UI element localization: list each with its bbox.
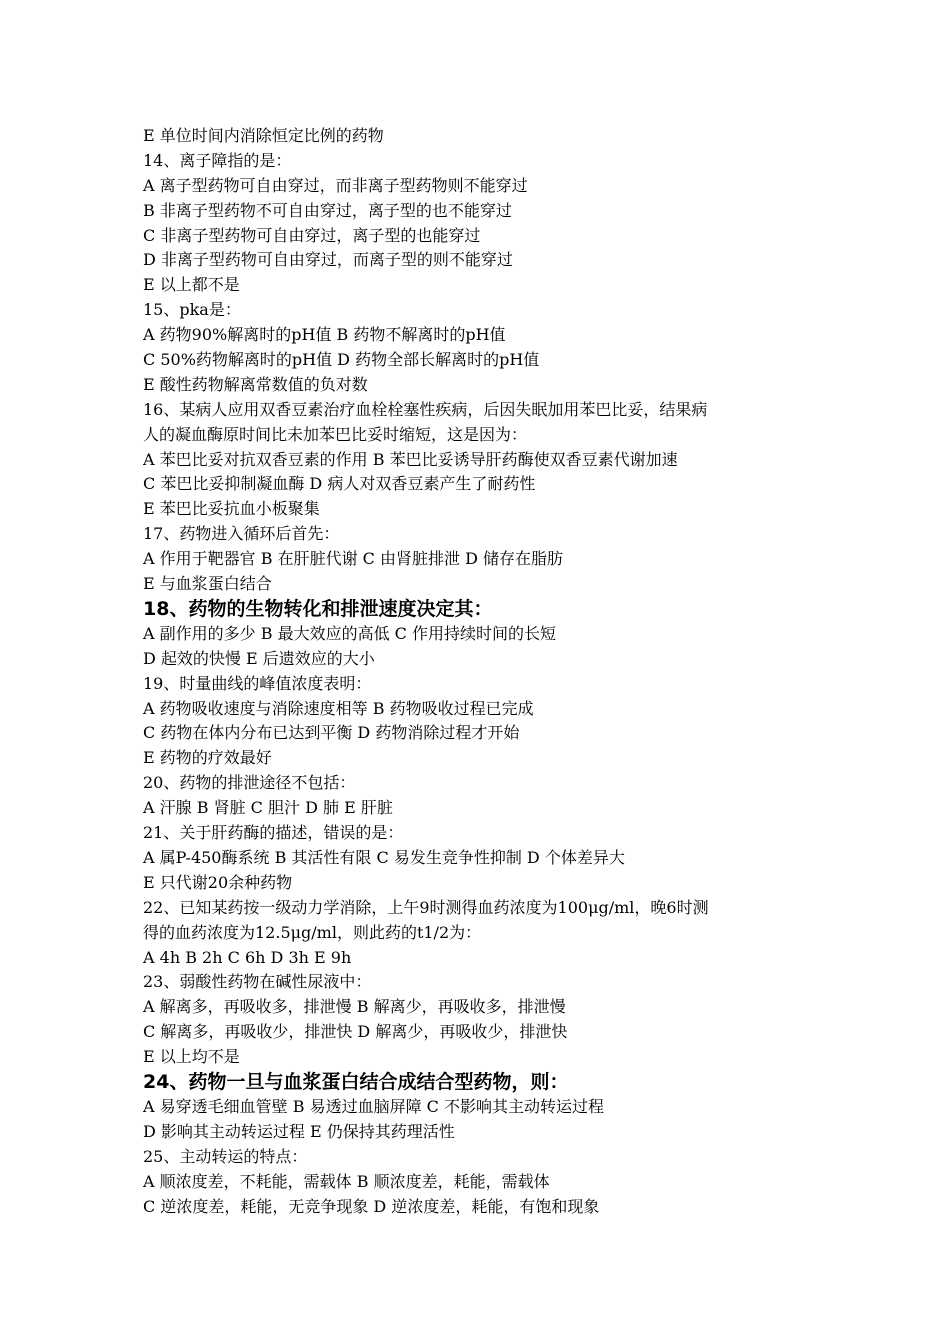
text-line: D 非离子型药物可自由穿过，而离子型的则不能穿过 [143,250,513,270]
text-line: E 酸性药物解离常数值的负对数 [143,374,368,394]
text-line: A 副作用的多少 B 最大效应的高低 C 作用持续时间的长短 [143,623,556,643]
text-line: A 属P-450酶系统 B 其活性有限 C 易发生竞争性抑制 D 个体差异大 [143,847,625,867]
document-page [143,124,823,1219]
text-line: E 药物的疗效最好 [143,748,272,768]
text-line: 16、某病人应用双香豆素治疗血栓栓塞性疾病，后因失眠加用苯巴比妥，结果病 [143,399,708,419]
text-line: A 药物吸收速度与消除速度相等 B 药物吸收过程已完成 [143,698,534,718]
text-line: A 苯巴比妥对抗双香豆素的作用 B 苯巴比妥诱导肝药酶使双香豆素代谢加速 [143,449,678,469]
text-line: D 影响其主动转运过程 E 仍保持其药理活性 [143,1121,455,1141]
text-line: 25、主动转运的特点： [143,1146,308,1166]
text-line: 21、关于肝药酶的描述，错误的是： [143,823,404,843]
text-line: C 逆浓度差，耗能，无竞争现象 D 逆浓度差，耗能，有饱和现象 [143,1196,600,1216]
text-line: C 苯巴比妥抑制凝血酶 D 病人对双香豆素产生了耐药性 [143,474,536,494]
text-line: 23、弱酸性药物在碱性尿液中： [143,972,372,992]
text-line: C 药物在体内分布已达到平衡 D 药物消除过程才开始 [143,723,520,743]
text-line: A 顺浓度差，不耗能，需载体 B 顺浓度差，耗能，需载体 [143,1171,550,1191]
text-line: 得的血药浓度为12.5μg/ml，则此药的t1/2为： [143,922,482,942]
text-line: 19、时量曲线的峰值浓度表明： [143,673,372,693]
text-line: 14、离子障指的是： [143,150,292,170]
text-line: E 单位时间内消除恒定比例的药物 [143,126,384,145]
text-line: 人的凝血酶原时间比未加苯巴比妥时缩短，这是因为： [143,424,528,444]
text-line: A 易穿透毛细血管壁 B 易透过血脑屏障 C 不影响其主动转运过程 [143,1096,604,1116]
text-line: D 起效的快慢 E 后遗效应的大小 [143,648,375,668]
question-heading: 24、药物一旦与血浆蛋白结合成结合型药物，则： [143,1070,569,1093]
text-line: A 作用于靶器官 B 在肝脏代谢 C 由肾脏排泄 D 储存在脂肪 [143,549,563,569]
text-line: A 汗腺 B 肾脏 C 胆汁 D 肺 E 肝脏 [143,798,393,818]
text-line: E 以上均不是 [143,1047,240,1067]
text-line: E 苯巴比妥抗血小板聚集 [143,499,320,519]
text-line: 17、药物进入循环后首先： [143,524,340,544]
text-line: A 药物90%解离时的pH值 B 药物不解离时的pH值 [143,325,506,345]
text-line: C 解离多，再吸收少，排泄快 D 解离少，再吸收少，排泄快 [143,1022,568,1042]
text-line: E 以上都不是 [143,275,240,295]
text-line: 22、已知某药按一级动力学消除，上午9时测得血药浓度为100μg/ml，晚6时测 [143,897,709,917]
text-line: A 离子型药物可自由穿过，而非离子型药物则不能穿过 [143,175,528,195]
text-line: 15、pka是： [143,300,241,320]
text-line: 20、药物的排泄途径不包括： [143,773,356,793]
text-line: E 与血浆蛋白结合 [143,574,272,594]
text-line: C 50%药物解离时的pH值 D 药物全部长解离时的pH值 [143,350,540,370]
text-line: E 只代谢20余种药物 [143,872,293,892]
text-line: C 非离子型药物可自由穿过，离子型的也能穿过 [143,225,481,245]
question-heading: 18、药物的生物转化和排泄速度决定其： [143,597,493,620]
text-line: A 解离多，再吸收多，排泄慢 B 解离少，再吸收多，排泄慢 [143,997,566,1017]
text-line: B 非离子型药物不可自由穿过，离子型的也不能穿过 [143,200,512,220]
text-line: A 4h B 2h C 6h D 3h E 9h [143,947,352,967]
